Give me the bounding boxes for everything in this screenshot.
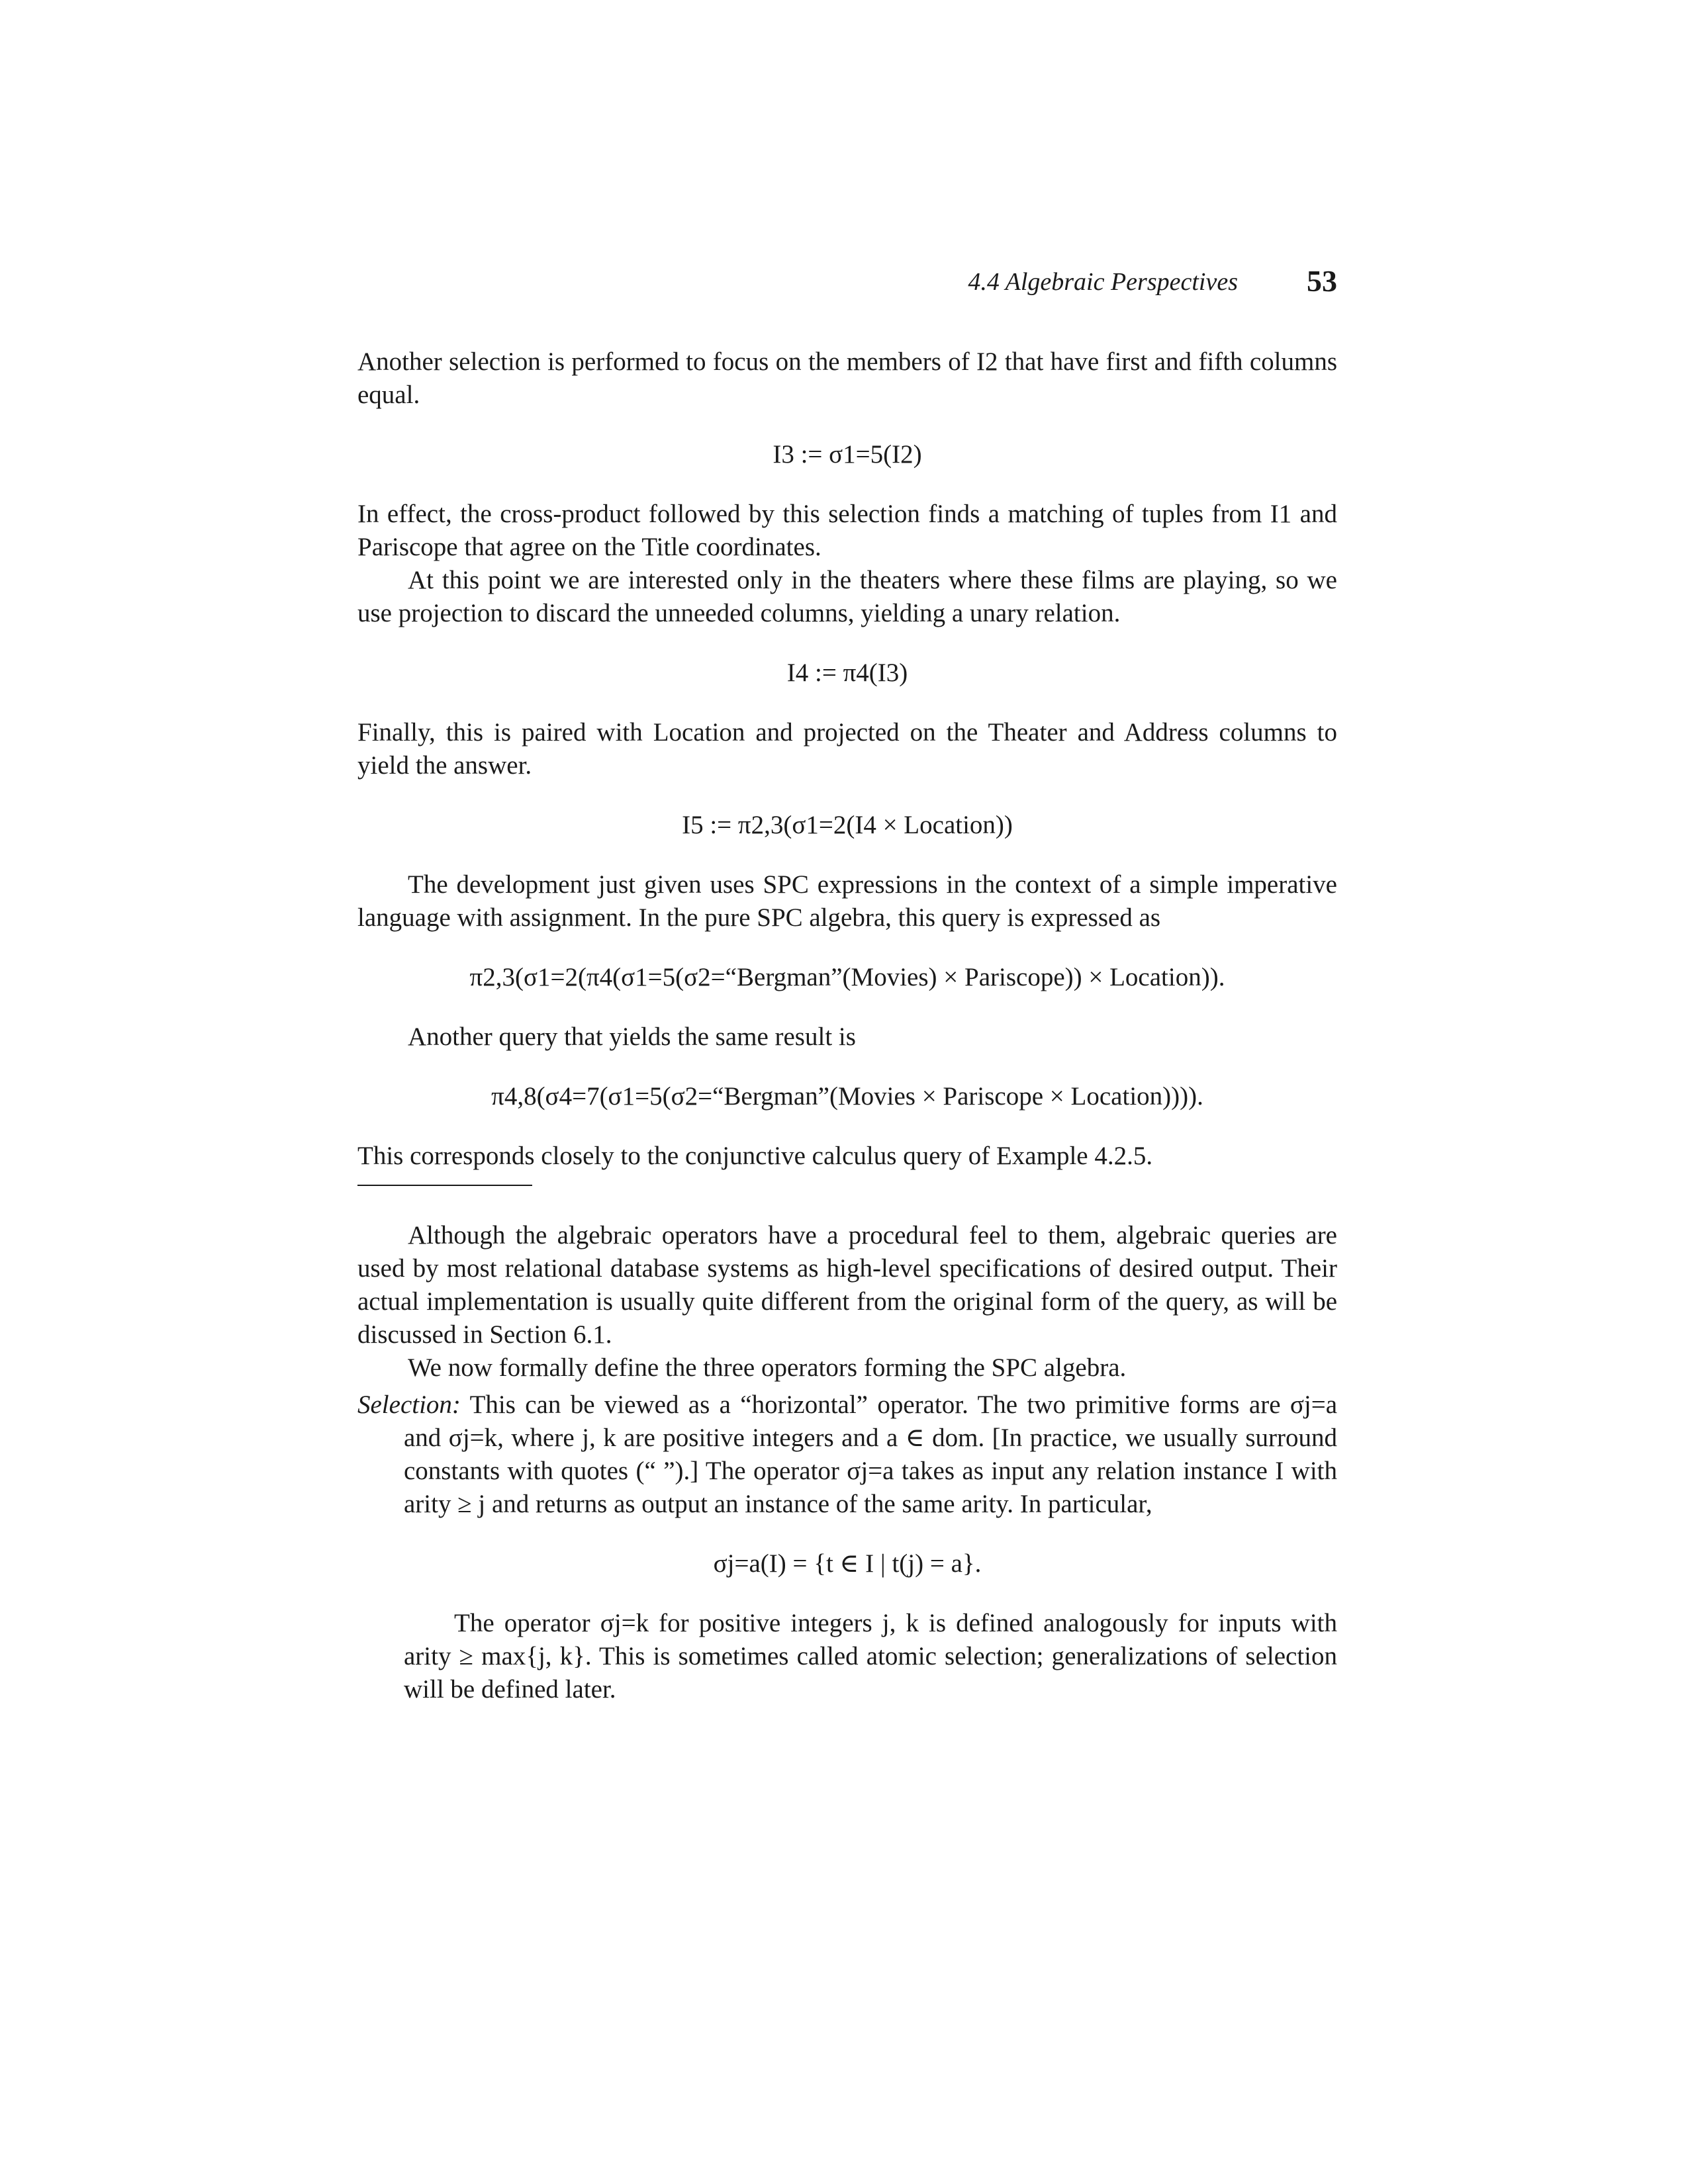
paragraph-5: The development just given uses SPC expressions in the context of a simple imperative language with assignment. In the pure SPC algebra, this query is expressed as: [357, 870, 1337, 932]
page-header: [357, 263, 1337, 303]
paragraph-2: In effect, the cross-product followed by this selection finds a matching of tuples from I1 and Pariscope that agree on the Title coordinates.: [357, 500, 1337, 561]
body-text: [357, 345, 1337, 1706]
paragraph-6: Another query that yields the same result is: [408, 1023, 856, 1051]
example-end-rule: [357, 1185, 532, 1186]
paragraph-4: Finally, this is paired with Location and projected on the Theater and Address columns to yield the answer.: [357, 718, 1337, 780]
equation-i4: I4 := π4(I3): [786, 659, 908, 687]
equation-spc-query: π2,3(σ1=2(π4(σ1=5(σ2=“Bergman”(Movies) × Pariscope)) × Location)).: [469, 963, 1225, 991]
page-number: 53: [1307, 264, 1337, 298]
paragraph-3: At this point we are interested only in the theaters where these films are playing, so we use projection to discard the unneeded columns, yielding a unary relation.: [357, 566, 1337, 627]
equation-i5: I5 := π2,3(σ1=2(I4 × Location)): [682, 811, 1013, 839]
paragraph-9: We now formally define the three operators forming the SPC algebra.: [408, 1353, 1127, 1382]
paragraph-1: Another selection is performed to focus on the members of I2 that have first and fifth columns equal.: [357, 347, 1337, 409]
equation-alt-query: π4,8(σ4=7(σ1=5(σ2=“Bergman”(Movies × Pariscope × Location)))).: [491, 1082, 1203, 1111]
selection-continuation: The operator σj=k for positive integers j, k is defined analogously for inputs with arity ≥ max{j, k}. This is sometimes called atomic selection; generalizations of selection will be defined later.: [404, 1609, 1337, 1704]
selection-term: Selection:: [357, 1390, 461, 1419]
selection-definition: [357, 1388, 1337, 1521]
paragraph-8: Although the algebraic operators have a procedural feel to them, algebraic queries are used by most relational database systems as high-level specifications of desired output. Their actual implementation is usually quite different from the original form of the query, as will be discussed in Section 6.1.: [357, 1221, 1337, 1349]
paragraph-7: This corresponds closely to the conjunctive calculus query of Example 4.2.5.: [357, 1142, 1153, 1170]
running-title: 4.4 Algebraic Perspectives: [968, 268, 1238, 296]
equation-i3: I3 := σ1=5(I2): [773, 440, 922, 469]
equation-selection: σj=a(I) = {t ∈ I | t(j) = a}.: [713, 1549, 982, 1578]
selection-text: This can be viewed as a “horizontal” operator. The two primitive forms are σj=a and σj=k, where j, k are positive integers and a ∈ dom. [In practice, we usually surround constants with quotes (“ ”).] The operator σj=a takes as input any relation instance I with arity ≥ j and returns as output an instance of the same arity. In particular,: [404, 1390, 1338, 1518]
